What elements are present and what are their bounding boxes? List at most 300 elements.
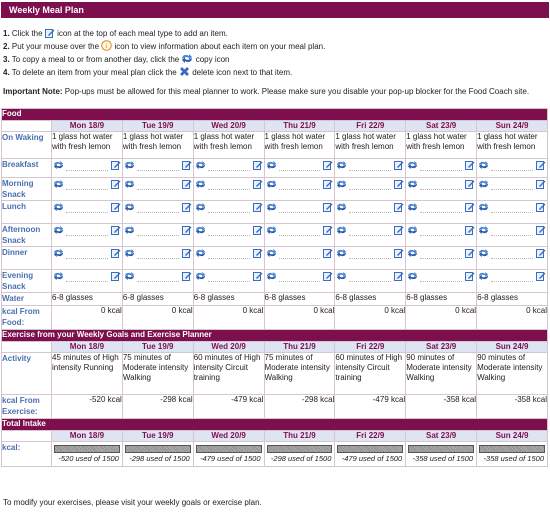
water-text: 6-8 glasses: [122, 293, 164, 302]
copy-icon[interactable]: [195, 225, 206, 238]
meal-divider: [349, 212, 391, 213]
meal-divider: [420, 189, 462, 190]
day-label: Mon 18/9: [69, 431, 105, 440]
activity-cell: [335, 353, 406, 395]
corner-cell: [2, 431, 52, 442]
total-cell: [477, 442, 548, 467]
day-header: [335, 342, 406, 353]
meal-cell: [52, 201, 123, 224]
add-item-icon[interactable]: [182, 225, 192, 238]
on-waking-item: [335, 132, 406, 159]
copy-icon[interactable]: [336, 202, 347, 215]
day-label: Sat 23/9: [426, 121, 457, 130]
meal-divider: [349, 189, 391, 190]
kcal-exercise-value: [406, 395, 477, 419]
day-header: [477, 121, 548, 132]
add-item-icon[interactable]: [111, 225, 121, 238]
day-label: Tue 19/9: [142, 121, 174, 130]
water-value: [264, 293, 335, 306]
row-label-meal: [2, 159, 52, 178]
day-header: [193, 431, 264, 442]
meal-divider: [137, 235, 179, 236]
total-cell: [264, 442, 335, 467]
copy-icon[interactable]: [53, 179, 64, 192]
copy-icon[interactable]: [124, 271, 135, 284]
add-item-icon[interactable]: [323, 160, 333, 173]
add-item-icon[interactable]: [394, 225, 404, 238]
copy-icon[interactable]: [266, 225, 277, 238]
meal-cell: [193, 159, 264, 178]
add-item-icon[interactable]: [323, 202, 333, 215]
meal-divider: [279, 281, 321, 282]
add-item-icon[interactable]: [394, 271, 404, 284]
day-label: Wed 20/9: [211, 121, 246, 130]
meal-cell: [122, 159, 193, 178]
add-item-icon[interactable]: [465, 271, 475, 284]
copy-icon[interactable]: [336, 225, 347, 238]
add-item-icon[interactable]: [323, 179, 333, 192]
row-label-on-waking: [2, 132, 52, 159]
add-item-icon[interactable]: [536, 160, 546, 173]
on-waking-item: [193, 132, 264, 159]
row-label-meal-text: Dinner: [2, 248, 28, 257]
meal-divider: [66, 235, 108, 236]
copy-icon[interactable]: [478, 225, 489, 238]
activity-text: 90 minutes of Moderate intensity Walking: [477, 353, 543, 382]
meal-row: [2, 247, 548, 270]
meal-row: [2, 201, 548, 224]
kcal-exercise-value: [122, 395, 193, 419]
kcal-exercise-value: [52, 395, 123, 419]
add-item-icon[interactable]: [182, 179, 192, 192]
water-text: 6-8 glasses: [477, 293, 518, 302]
kcal-food-value: [477, 306, 548, 330]
add-item-icon[interactable]: [323, 225, 333, 238]
add-item-icon[interactable]: [253, 248, 263, 261]
meal-divider: [349, 281, 391, 282]
total-kcal-row: [2, 442, 548, 467]
add-item-icon[interactable]: [111, 248, 121, 261]
water-value: [193, 293, 264, 306]
page-title-text: Weekly Meal Plan: [9, 5, 84, 15]
meal-cell: [477, 270, 548, 293]
row-label-total-kcal: [2, 442, 52, 467]
copy-icon[interactable]: [407, 271, 418, 284]
intake-text: -479 used of 1500: [200, 454, 261, 463]
meal-divider: [491, 281, 533, 282]
kcal-exercise-value: [477, 395, 548, 419]
delete-icon: [179, 66, 190, 77]
day-header: [477, 342, 548, 353]
copy-icon[interactable]: [124, 179, 135, 192]
day-header: [406, 342, 477, 353]
copy-icon[interactable]: [53, 202, 64, 215]
on-waking-item: [406, 132, 477, 159]
copy-icon: [181, 53, 193, 64]
copy-icon[interactable]: [195, 271, 206, 284]
day-label: Mon 18/9: [69, 342, 105, 351]
kcal-text: -358 kcal: [514, 395, 547, 404]
intake-text: -358 used of 1500: [483, 454, 544, 463]
kcal-text: 0 kcal: [242, 306, 264, 315]
kcal-text: -479 kcal: [231, 395, 264, 404]
page-title: [1, 2, 549, 18]
copy-icon[interactable]: [124, 160, 135, 173]
meal-cell: [52, 270, 123, 293]
day-label: Mon 18/9: [69, 121, 105, 130]
instruction-number: 4.: [3, 68, 10, 77]
instruction-number: 3.: [3, 55, 10, 64]
activity-row: [2, 353, 548, 395]
row-label-meal: [2, 224, 52, 247]
copy-icon[interactable]: [478, 160, 489, 173]
day-label: Fri 22/9: [356, 342, 385, 351]
add-item-icon[interactable]: [536, 179, 546, 192]
copy-icon[interactable]: [336, 160, 347, 173]
meal-divider: [420, 281, 462, 282]
water-text: 6-8 glasses: [264, 293, 306, 302]
total-section-header: [2, 419, 548, 431]
add-item-icon[interactable]: [111, 271, 121, 284]
meal-divider: [349, 170, 391, 171]
kcal-food-value: [122, 306, 193, 330]
copy-icon[interactable]: [407, 160, 418, 173]
day-label: Fri 22/9: [356, 431, 385, 440]
activity-cell: [52, 353, 123, 395]
copy-icon[interactable]: [336, 248, 347, 261]
meal-divider: [137, 170, 179, 171]
day-label: Tue 19/9: [142, 342, 174, 351]
activity-cell: [122, 353, 193, 395]
add-item-icon[interactable]: [465, 179, 475, 192]
meal-cell: [477, 178, 548, 201]
add-item-icon[interactable]: [111, 202, 121, 215]
add-item-icon[interactable]: [536, 225, 546, 238]
meal-divider: [420, 170, 462, 171]
add-item-icon[interactable]: [536, 248, 546, 261]
meal-cell: [264, 270, 335, 293]
add-item-icon[interactable]: [182, 271, 192, 284]
kcal-food-value: [264, 306, 335, 330]
row-label-activity-text: Activity: [2, 354, 31, 363]
add-item-icon[interactable]: [536, 271, 546, 284]
row-label-kcal-food-text: kcal From Food:: [2, 307, 40, 327]
day-label: Fri 22/9: [356, 121, 385, 130]
copy-icon[interactable]: [124, 225, 135, 238]
add-item-icon[interactable]: [111, 160, 121, 173]
row-label-water: [2, 293, 52, 306]
copy-icon[interactable]: [53, 225, 64, 238]
water-text: 6-8 glasses: [406, 293, 448, 302]
add-item-icon[interactable]: [111, 179, 121, 192]
meal-item-text: 1 glass hot water with fresh lemon: [52, 132, 113, 151]
meal-divider: [349, 258, 391, 259]
kcal-text: 0 kcal: [455, 306, 477, 315]
intake-progress-bar: [267, 445, 333, 453]
kcal-text: -298 kcal: [301, 395, 335, 404]
kcal-food-value: [52, 306, 123, 330]
kcal-food-value: [406, 306, 477, 330]
add-item-icon: [45, 28, 55, 38]
copy-icon[interactable]: [266, 160, 277, 173]
copy-icon[interactable]: [195, 160, 206, 173]
kcal-text: -520 kcal: [89, 395, 122, 404]
meal-divider: [66, 258, 108, 259]
day-header: [264, 431, 335, 442]
kcal-exercise-value: [264, 395, 335, 419]
total-section-header-title: Total Intake: [2, 419, 46, 428]
meal-divider: [208, 281, 250, 282]
row-label-on-waking-text: On Waking: [2, 133, 44, 142]
copy-icon[interactable]: [124, 202, 135, 215]
total-cell: [335, 442, 406, 467]
day-header: [52, 342, 123, 353]
meal-cell: [264, 247, 335, 270]
copy-icon[interactable]: [478, 271, 489, 284]
row-label-kcal-exercise-text: kcal From Exercise:: [2, 396, 40, 416]
add-item-icon[interactable]: [394, 179, 404, 192]
intake-text: -358 used of 1500: [412, 454, 474, 463]
activity-text: 75 minutes of Moderate intensity Walking: [122, 353, 189, 382]
kcal-text: -479 kcal: [372, 395, 406, 404]
meal-row: [2, 178, 548, 201]
water-value: [52, 293, 123, 306]
activity-text: 60 minutes of High intensity Circuit training: [193, 353, 261, 382]
kcal-food-value: [193, 306, 264, 330]
add-item-icon[interactable]: [465, 160, 475, 173]
meal-divider: [208, 258, 250, 259]
instruction-text: icon to view information about each item on your meal plan.: [114, 42, 326, 51]
copy-icon[interactable]: [407, 248, 418, 261]
add-item-icon[interactable]: [253, 271, 263, 284]
copy-icon[interactable]: [478, 248, 489, 261]
day-label: Sun 24/9: [495, 342, 529, 351]
meal-divider: [208, 170, 250, 171]
add-item-icon[interactable]: [465, 202, 475, 215]
add-item-icon[interactable]: [182, 202, 192, 215]
meal-divider: [137, 212, 179, 213]
meal-cell: [406, 159, 477, 178]
add-item-icon[interactable]: [323, 271, 333, 284]
info-icon: [101, 40, 112, 51]
add-item-icon[interactable]: [253, 225, 263, 238]
instruction-1: [3, 28, 550, 40]
kcal-text: 0 kcal: [526, 306, 547, 315]
row-label-meal-text: Evening Snack: [2, 271, 34, 291]
meal-item-text: 1 glass hot water with fresh lemon: [122, 132, 184, 151]
instruction-number: 2.: [3, 42, 10, 51]
kcal-text: 0 kcal: [100, 306, 122, 315]
intake-text: -520 used of 1500: [58, 454, 119, 463]
total-cell: [406, 442, 477, 467]
add-item-icon[interactable]: [253, 179, 263, 192]
meal-cell: [122, 224, 193, 247]
water-value: [122, 293, 193, 306]
activity-cell: [264, 353, 335, 395]
copy-icon[interactable]: [53, 271, 64, 284]
copy-icon[interactable]: [124, 248, 135, 261]
copy-icon[interactable]: [407, 202, 418, 215]
exercise-section-header-row: [2, 330, 548, 342]
intake-progress-bar: [408, 445, 474, 453]
row-label-meal: [2, 201, 52, 224]
add-item-icon[interactable]: [253, 202, 263, 215]
intake-progress-bar: [125, 445, 191, 453]
total-cell: [52, 442, 123, 467]
kcal-text: -298 kcal: [160, 395, 193, 404]
day-header: [335, 431, 406, 442]
row-label-total-kcal-text: kcal:: [2, 443, 21, 452]
meal-divider: [137, 258, 179, 259]
kcal-text: 0 kcal: [171, 306, 193, 315]
meal-cell: [406, 178, 477, 201]
add-item-icon[interactable]: [323, 248, 333, 261]
kcal-food-value: [335, 306, 406, 330]
day-header: [193, 121, 264, 132]
meal-cell: [477, 224, 548, 247]
meal-item-text: 1 glass hot water with fresh lemon: [193, 132, 255, 151]
instructions-list: [3, 28, 550, 79]
kcal-exercise-value: [193, 395, 264, 419]
meal-cell: [264, 201, 335, 224]
important-note-label: Important Note:: [3, 87, 63, 96]
day-label: Sat 23/9: [426, 342, 457, 351]
copy-icon[interactable]: [195, 248, 206, 261]
copy-icon[interactable]: [478, 179, 489, 192]
row-label-meal-text: Morning Snack: [2, 179, 34, 199]
meal-cell: [406, 224, 477, 247]
meal-cell: [477, 201, 548, 224]
copy-icon[interactable]: [336, 179, 347, 192]
copy-icon[interactable]: [53, 248, 64, 261]
day-label: Thu 21/9: [283, 121, 316, 130]
meal-row: [2, 270, 548, 293]
add-item-icon[interactable]: [394, 202, 404, 215]
row-label-meal: [2, 178, 52, 201]
add-item-icon[interactable]: [182, 248, 192, 261]
meal-divider: [491, 212, 533, 213]
row-label-meal: [2, 247, 52, 270]
on-waking-item: [122, 132, 193, 159]
meal-cell: [406, 270, 477, 293]
add-item-icon[interactable]: [394, 160, 404, 173]
activity-cell: [406, 353, 477, 395]
kcal-exercise-row: [2, 395, 548, 419]
copy-icon[interactable]: [407, 225, 418, 238]
water-value: [406, 293, 477, 306]
add-item-icon[interactable]: [536, 202, 546, 215]
day-label: Thu 21/9: [283, 342, 316, 351]
meal-cell: [477, 159, 548, 178]
copy-icon[interactable]: [336, 271, 347, 284]
footer-note: [3, 498, 262, 507]
day-header: [264, 121, 335, 132]
copy-icon[interactable]: [195, 179, 206, 192]
water-text: 6-8 glasses: [335, 293, 377, 302]
instruction-text: icon at the top of each meal type to add an item.: [57, 29, 228, 38]
corner-cell: [2, 342, 52, 353]
meal-cell: [335, 247, 406, 270]
copy-icon[interactable]: [478, 202, 489, 215]
important-note-text: Pop-ups must be allowed for this meal planner to work. Please make sure you disable your pop-up blocker for the Food Coach site.: [64, 87, 530, 96]
meal-divider: [208, 235, 250, 236]
copy-icon[interactable]: [266, 271, 277, 284]
meal-cell: [193, 270, 264, 293]
meal-divider: [420, 212, 462, 213]
row-label-activity: [2, 353, 52, 395]
add-item-icon[interactable]: [182, 160, 192, 173]
meal-divider: [208, 189, 250, 190]
activity-text: 60 minutes of High intensity Circuit training: [335, 353, 403, 382]
add-item-icon[interactable]: [253, 160, 263, 173]
add-item-icon[interactable]: [465, 225, 475, 238]
on-waking-item: [264, 132, 335, 159]
meal-divider: [137, 281, 179, 282]
day-label: Tue 19/9: [142, 431, 174, 440]
day-label: Sun 24/9: [495, 431, 529, 440]
copy-icon[interactable]: [266, 202, 277, 215]
day-label: Thu 21/9: [283, 431, 316, 440]
day-label: Sat 23/9: [426, 431, 457, 440]
row-label-meal-text: Afternoon Snack: [2, 225, 41, 245]
meal-item-text: 1 glass hot water with fresh lemon: [335, 132, 396, 151]
day-header: [122, 121, 193, 132]
row-label-kcal-food: [2, 306, 52, 330]
day-header: [477, 431, 548, 442]
row-label-kcal-exercise: [2, 395, 52, 419]
activity-cell: [477, 353, 548, 395]
activity-cell: [193, 353, 264, 395]
exercise-section-header-title: Exercise from your Weekly Goals and Exercise Planner: [2, 330, 212, 339]
meal-cell: [122, 247, 193, 270]
total-cell: [122, 442, 193, 467]
copy-icon[interactable]: [266, 179, 277, 192]
intake-progress-bar: [337, 445, 403, 453]
corner-cell: [2, 121, 52, 132]
add-item-icon[interactable]: [394, 248, 404, 261]
meal-cell: [193, 178, 264, 201]
meal-cell: [406, 201, 477, 224]
instruction-text: Click the: [11, 29, 43, 38]
activity-text: 75 minutes of Moderate intensity Walking: [264, 353, 330, 382]
meal-plan-grid: [1, 108, 548, 467]
day-header: [264, 342, 335, 353]
meal-cell: [406, 247, 477, 270]
meal-cell: [335, 270, 406, 293]
day-label: Wed 20/9: [211, 431, 246, 440]
instruction-text: To delete an item from your meal plan click the: [11, 68, 177, 77]
food-section-header-row: [2, 109, 548, 121]
kcal-text: 0 kcal: [384, 306, 406, 315]
copy-icon[interactable]: [407, 179, 418, 192]
meal-divider: [491, 170, 533, 171]
meal-cell: [52, 178, 123, 201]
add-item-icon[interactable]: [465, 248, 475, 261]
meal-divider: [66, 212, 108, 213]
day-header: [122, 342, 193, 353]
intake-progress-bar: [479, 445, 545, 453]
copy-icon[interactable]: [53, 160, 64, 173]
day-header: [335, 121, 406, 132]
copy-icon[interactable]: [266, 248, 277, 261]
on-waking-item: [477, 132, 548, 159]
water-value: [335, 293, 406, 306]
total-cell: [193, 442, 264, 467]
day-label: Sun 24/9: [495, 121, 529, 130]
meal-row: [2, 159, 548, 178]
row-label-meal: [2, 270, 52, 293]
copy-icon[interactable]: [195, 202, 206, 215]
